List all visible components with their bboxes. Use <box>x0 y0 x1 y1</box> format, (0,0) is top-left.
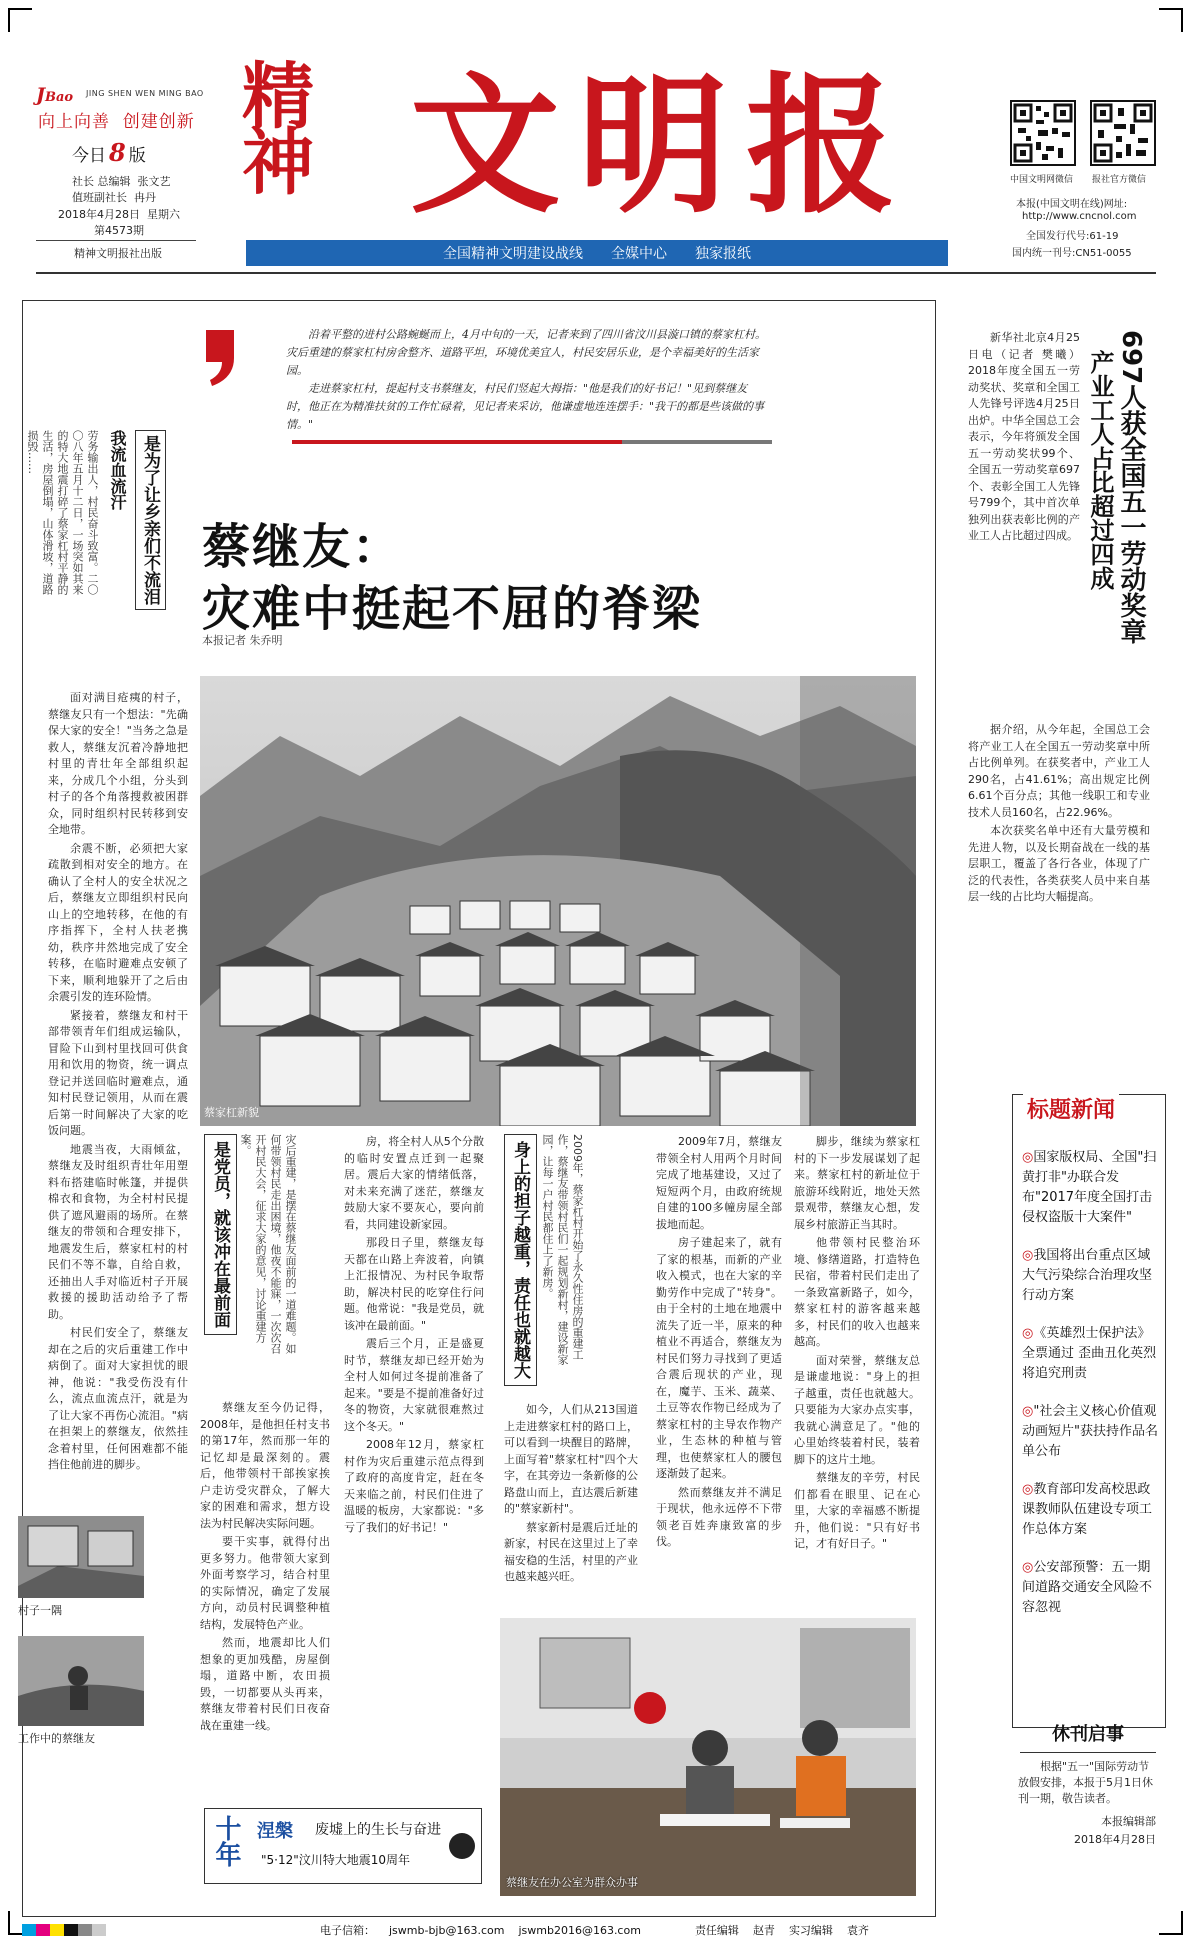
qr-code-newspaper <box>1090 100 1156 166</box>
nav-bar <box>246 240 948 266</box>
notice-title: 休刊启事 <box>1052 1724 1124 1745</box>
qr-label-1: 中国文明网微信 <box>1010 175 1074 185</box>
footer-email-2[interactable]: jswmb2016@163.com <box>518 1923 641 1937</box>
bullet-icon: ◎ <box>1022 1150 1034 1165</box>
office-photo-caption: 蔡继友在办公室为群众办事 <box>506 1876 638 1889</box>
side-quote: 劳务输出人，村民奋斗致富。二〇〇八年五月十二日，一场突如其来的特大地震打碎了蔡家杠村平静的生活，房屋倒塌，山体滑坡，道路损毁…… <box>26 430 99 595</box>
lead-title-line-1: 蔡继友： <box>202 519 403 575</box>
masthead-slogan: 向上向善 创建创新 <box>38 112 195 132</box>
site-line-1: 本报(中国文明在线)网址: <box>1016 199 1128 210</box>
nav-item-exclusive[interactable]: 独家报纸 <box>695 246 751 262</box>
col1-text: 面对满目疮痍的村子，蔡继友只有一个想法："先确保大家的安全！"当务之急是救人，蔡继友沉着冷静地把村里的青壮年全部组织起来，分成几个小组，分头到村子的各个角落搜救被困群众，同时组织村民转移到安全地带。 余震不断，必须把大家疏散到相对安全的地方。在确认了全村人的安全状况之后，蔡继友立即组织村民向山上的空地转移，在他的有序指挥下，全村人扶老携幼，秩序井然地完成了安全转移，在临时避难点安顿了下来，顺利地躲开了之后由余震引发的连环险情。 紧接着，蔡继友和村干部带领青年们组成运输队，冒险下山到村里找回可供食用和饮用的物资，统一调点登记并送回临时避难点，通知村民登记领用，从而在震后第一时间解决了大家的吃饭问题。 地震当夜，大雨倾盆，蔡继友及时组织青壮年用塑料布搭建临时帐篷，并提供棉衣和食物，为全村村民提供了遮风避雨的场所。在蔡继友的带领和合理安排下，地震发生后，蔡家杠村的村民们不等不靠，自给自救，还抽出人手对临近村子开展救援的援助活动给予了帮助。 村民们安全了，蔡继友却在之后的灾后重建工作中病倒了。面对大家担忧的眼神，他说："我受伤没有什么，流点血流点汗，就是为了让大家不再伤心流泪。"病在担架上的蔡继友，依然挂念着村里，任何困难都不能挡住他前进的脚步。 <box>48 691 188 1471</box>
color-strip <box>22 1924 106 1936</box>
footer-email-label: 电子信箱： <box>320 1924 375 1937</box>
nav-item-media[interactable]: 全媒中心 <box>611 246 667 262</box>
lead-byline: 本报记者 朱乔明 <box>202 634 283 647</box>
working-photo-caption: 工作中的蔡继友 <box>18 1732 95 1745</box>
headline-item[interactable]: ◎"社会主义核心价值观动画短片"获扶持作品名单公布 <box>1022 1404 1158 1459</box>
col6-text: 脚步，继续为蔡家杠村的下一步发展谋划了起来。蔡家杠村的新址位于旅游环线附近，地处天然景观带，蔡继友心想，发展乡村旅游正当其时。 他带领村民整治环境、修缮道路，打造特色民宿，带着村民们走出了一条致富新路子，如今，蔡家杠村的游客越来越多，村民们的收入也越来越高。 面对荣誉，蔡继友总是谦虚地说："身上的担子越重，责任也就越大。只要能为大家办点实事，我就心满意足了。"他的心里始终装着村民，装着脚下的这片土地。 蔡继友的辛劳，村民们都看在眼里、记在心里，大家的幸福感不断提升，他们说："只有好书记，才有好日子。" <box>794 1135 920 1550</box>
bullet-icon: ◎ <box>1022 1404 1034 1419</box>
headlines-title: 标题新闻 <box>1023 1093 1119 1124</box>
sec2-quote: 灾后重建，是摆在蔡继友面前的一道难题。如何带领村民走出困境，他夜不能寐，一次次召开村民大会，征求大家的意见，讨论重建方案。 <box>239 1134 297 1354</box>
col5-text: 2009年7月，蔡继友带领全村人用两个月时间完成了地基建设，又过了短短两个月，由政府统规自建的100多幢房屋全部拔地而起。 房子建起来了，就有了家的根基，而新的产业收入模式，也在大家的辛勤劳作中完成了"转身"。由于全村的土地在地震中流失了近一半，原来的种植业不再适合，蔡继友为村民们努力寻找到了更适合震后现状的产业，现在，魔芋、玉米、蔬菜、土豆等农作物已经成为了蔡家杠村的主导农作物产业，生态林的种植与管理，也使蔡家杠人的腰包逐渐鼓了起来。 然而蔡继友并不满足于现状，他永远停不下带领老百姓奔康致富的步伐。 <box>656 1135 782 1548</box>
quote-mark-icon <box>200 328 240 388</box>
masthead-divider <box>36 240 196 241</box>
village-corner-photo <box>18 1516 144 1598</box>
anniversary-title: 涅槃 <box>257 1821 293 1842</box>
anniversary-badge: 十年 <box>211 1815 241 1867</box>
village-photo <box>200 676 916 1126</box>
footer-editor: 赵青 <box>752 1924 775 1937</box>
masthead-bottom-rule <box>36 272 1156 274</box>
sec2-head-box <box>204 1134 237 1335</box>
side-quote-block <box>26 430 166 610</box>
lead-title-line-2: 灾难中挺起不屈的脊梁 <box>202 581 703 637</box>
footer-editor-label: 责任编辑 <box>694 1924 739 1937</box>
anniversary-seal-icon <box>449 1833 475 1859</box>
today-pages: 今日 8 版 <box>72 138 146 167</box>
masthead-logo-mark: JBao <box>36 84 74 106</box>
office-photo <box>500 1618 916 1896</box>
village-corner-caption: 村子一隅 <box>18 1604 62 1617</box>
masthead-title-seal <box>232 58 402 236</box>
intro-bar-gray <box>622 440 772 444</box>
issue-date: 2018年4月28日 星期六 <box>58 208 180 221</box>
headline-item[interactable]: ◎教育部印发高校思政课教师队伍建设专项工作总体方案 <box>1022 1482 1153 1537</box>
side-head: 是为了让乡亲们不流泪 <box>140 435 160 605</box>
publisher: 精神文明报社出版 <box>74 247 162 260</box>
lead-intro: 沿着平整的进村公路蜿蜒而上，4月中旬的一天，记者来到了四川省汶川县漩口镇的蔡家杠村。灾后重建的蔡家杠村房舍整齐、道路平坦，环境优美宜人，村民安居乐业，是个幸福美好的生活家园。 走进蔡家杠村，提起村支书蔡继友，村民们竖起大拇指："他是我们的好书记！"见到蔡继友时，他正在为精准扶贫的工作忙碌着，见记者来采访，他谦虚地连连摆手："我干的都是些该做的事情。" <box>286 328 766 431</box>
notice-box <box>1012 1716 1164 1896</box>
masthead-pinyin: JING SHEN WEN MING BAO <box>86 89 204 98</box>
bullet-icon: ◎ <box>1022 1482 1034 1497</box>
headline-item[interactable]: ◎《英雄烈士保护法》全票通过 歪曲丑化英烈将追究刑责 <box>1022 1326 1157 1381</box>
bullet-icon: ◎ <box>1022 1560 1034 1575</box>
col2-text: 蔡继友至今仍记得，2008年，是他担任村支书的第17年，然而那一年的记忆却是最深刻的。震后，他带领村干部挨家挨户走访受灾群众，了解大家的困难和需求，想方设法为村民解决实际问题。 要干实事，就得付出更多努力。他带领大家到外面考察学习，结合村里的实际情况，确定了发展方向，动员村民调整种植结构，发展特色产业。 然而，地震却比人们想象的更加残酷，房屋倒塌，道路中断，农田损毁，一切都要从头再来，蔡继友带着村民们日夜奋战在重建一线。 <box>200 1401 330 1732</box>
right-story-text: 新华社北京4月25日电（记者 樊曦）2018年度全国五一劳动奖状、奖章和全国工人先锋号评选4月25日出炉。中华全国总工会表示，今年将颁发全国五一劳动奖状99个、全国五一劳动奖章697个、表彰全国工人先锋号799个，其中首次单独列出获表彰比例的产业工人占比超过四成。 <box>968 331 1080 542</box>
notice-sign: 本报编辑部 <box>1101 1815 1156 1828</box>
staff-line: 社长 总编辑 张文艺 <box>72 175 171 188</box>
intro-bar-red <box>292 440 622 444</box>
sec3-quote: 2009年，蔡家杠村开始了永久性住房的重建工作，蔡继友带领村民们一起规划新村，建设新家园，让每一户村民都住上了新房。 <box>541 1134 584 1365</box>
right-story-title-2-wrap <box>1086 350 1114 590</box>
right-story-title-line-1: 697人获全国五一劳动奖章 <box>1116 330 1146 645</box>
notice-rule <box>1020 1752 1156 1753</box>
headline-item[interactable]: ◎我国将出台重点区域大气污染综合治理攻坚行动方案 <box>1022 1248 1153 1303</box>
notice-text: 根据"五一"国际劳动节放假安排，本报于5月1日休刊一期，敬告读者。 <box>1018 1760 1153 1805</box>
footer-bar <box>22 1922 1168 1938</box>
col3-text: 房，将全村人从5个分散的临时安置点迁到一起聚居。震后大家的情绪低落，对未来充满了迷茫，蔡继友鼓励大家不要灰心，要向前看，共同建设新家园。 那段日子里，蔡继友每天都在山路上奔波着，向镇上汇报情况、为村民争取帮助，解决村民的吃穿住行问题。他常说："我是党员，就该冲在最前面。" 震后三个月，正是盛夏时节，蔡继友却已经开始为全村人如何过冬提前准备了起来。"要是不提前准备好过冬的物资，大家就很难熬过这个冬天。" 2008年12月，蔡家杠村作为灾后重建示范点得到了政府的高度肯定，赶在冬天来临之前，村民们住进了温暖的板房，大家都说："多亏了我们的好书记！" <box>344 1135 484 1534</box>
sec2-head: 是党员，就该冲在最前面 <box>210 1141 230 1328</box>
bullet-icon: ◎ <box>1022 1326 1034 1341</box>
col4-text: 如今，人们从213国道上走进蔡家杠村的路口上，可以看到一块醒目的路牌，上面写着"蔡家杠村"四个大字，在其旁边一条新修的公路盘山而上，直达震后新建的"蔡家新村"。 蔡家新村是震后迁址的新家，村民在这里过上了幸福安稳的生活，村里的产业也越来越兴旺。 <box>504 1403 638 1583</box>
footer-email-1[interactable]: jswmb-bjb@163.com <box>389 1923 505 1937</box>
footer-intern: 袁齐 <box>846 1924 869 1937</box>
side-head-box <box>135 430 166 610</box>
right-story-title-line-2: 产业工人占比超过四成 <box>1086 350 1114 590</box>
anniversary-banner <box>204 1808 482 1884</box>
village-photo-caption: 蔡家杠新貌 <box>204 1106 259 1119</box>
issn: 国内统一刊号:CN51-0055 <box>1012 248 1132 259</box>
masthead-title-red: 精神 <box>230 58 315 190</box>
sec3-head-box <box>504 1134 537 1386</box>
notice-date: 2018年4月28日 <box>1074 1833 1156 1846</box>
anniversary-sub: "5·12"汶川特大地震10周年 <box>261 1853 411 1867</box>
footer-intern-label: 实习编辑 <box>788 1924 833 1937</box>
site-url[interactable]: http://www.cncnol.com <box>1022 211 1137 222</box>
bullet-icon: ◎ <box>1022 1248 1034 1263</box>
qr-code-wechat <box>1010 100 1076 166</box>
masthead-title-black: 文明报 <box>410 58 915 234</box>
nav-item-front[interactable]: 全国精神文明建设战线 <box>443 246 583 262</box>
qr-label-2: 报社官方微信 <box>1092 175 1147 185</box>
issue-number: 第4573期 <box>94 224 144 237</box>
registration-mark-top-right <box>1159 8 1183 32</box>
registration-mark-top-left <box>8 8 32 32</box>
side-head-sub: 我流血流汗 <box>108 430 127 510</box>
working-photo <box>18 1636 144 1726</box>
headline-item[interactable]: ◎公安部预警：五一期间道路交通安全风险不容忽视 <box>1022 1560 1153 1615</box>
right-story-text-2: 据介绍，从今年起，全国总工会将产业工人在全国五一劳动奖章中所占比例单列。在获奖者中，产业工人290名，占41.61%；高出规定比例6.61个百分点；其他一线职工和专业技术人员160名，占22.96%。 本次获奖名单中还有大量劳模和先进人物，以及长期奋战在一线的基层职工，覆盖了各行各业，体现了广泛的代表性，各类获奖人员中来自基层一线的占比均大幅提高。 <box>968 723 1150 903</box>
headline-item[interactable]: ◎国家版权局、全国"扫黄打非"办联合发布"2017年度全国打击侵权盗版十大案件" <box>1022 1150 1157 1225</box>
cn-code: 全国发行代号:61-19 <box>1026 231 1119 242</box>
sec3-head: 身上的担子越重，责任也就越大 <box>510 1141 530 1379</box>
headlines-list <box>1022 1148 1162 1618</box>
staff-line-2: 值班副社长 冉丹 <box>72 191 156 204</box>
right-story-title <box>1116 330 1146 644</box>
anniversary-line: 废墟上的生长与奋进 <box>315 1822 441 1838</box>
